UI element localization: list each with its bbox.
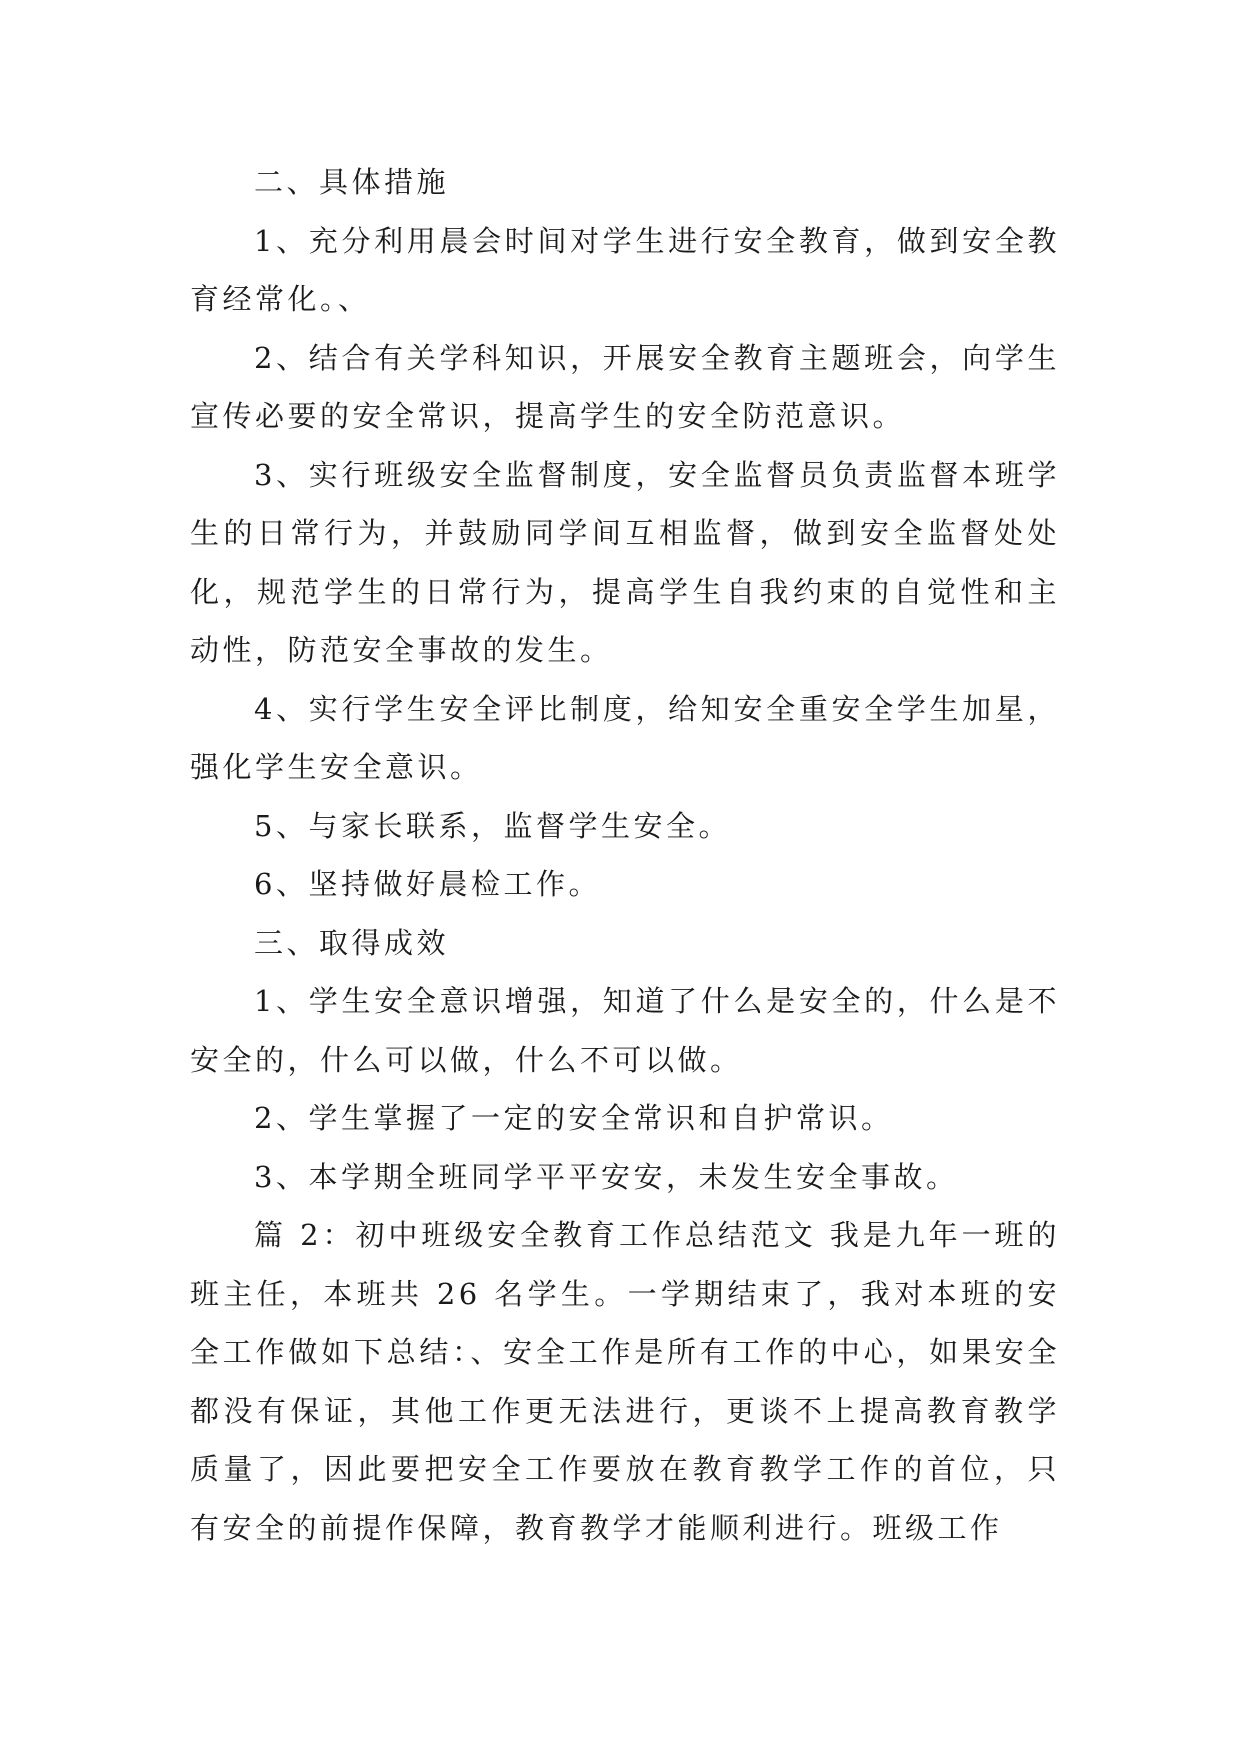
section-heading-results: 三、取得成效 xyxy=(254,925,450,960)
paragraph-measure-1: 1、充分利用晨会时间对学生进行安全教育，做到安全教育经常化。、 xyxy=(190,223,1060,316)
paragraph-measure-3: 3、实行班级安全监督制度，安全监督员负责监督本班学生的日常行为，并鼓励同学间互相监督，做到安全监督处处化，规范学生的日常行为，提高学生自我约束的自觉性和主动性，防范安全事故的发生。 xyxy=(190,457,1060,667)
paragraph-result-1: 1、学生安全意识增强，知道了什么是安全的，什么是不安全的，什么可以做，什么不可以做。 xyxy=(190,984,1060,1077)
section-heading-measures: 二、具体措施 xyxy=(254,165,450,199)
document-body xyxy=(190,153,1060,1557)
paragraph-measure-4: 4、实行学生安全评比制度，给知安全重安全学生加星，强化学生安全意识。 xyxy=(190,691,1060,784)
paragraph-result-2: 2、学生掌握了一定的安全常识和自护常识。 xyxy=(254,1101,894,1135)
paragraph-article-2-intro: 篇 2：初中班级安全教育工作总结范文 我是九年一班的班主任，本班共 26 名学生。一学期结束了，我对本班的安全工作做如下总结：、安全工作是所有工作的中心，如果安全都没有保证，其他工作更无法进行，更谈不上提高教育教学质量了，因此要把安全工作要放在教育教学工作的首位，只有安全的前提作保障，教育教学才能顺利进行。班级工作 xyxy=(190,1218,1060,1545)
paragraph-measure-6: 6、坚持做好晨检工作。 xyxy=(254,867,601,901)
paragraph-measure-5: 5、与家长联系，监督学生安全。 xyxy=(254,808,731,843)
paragraph-measure-2: 2、结合有关学科知识，开展安全教育主题班会，向学生宣传必要的安全常识，提高学生的安全防范意识。 xyxy=(190,340,1060,433)
paragraph-result-3: 3、本学期全班同学平平安安，未发生安全事故。 xyxy=(254,1159,959,1194)
